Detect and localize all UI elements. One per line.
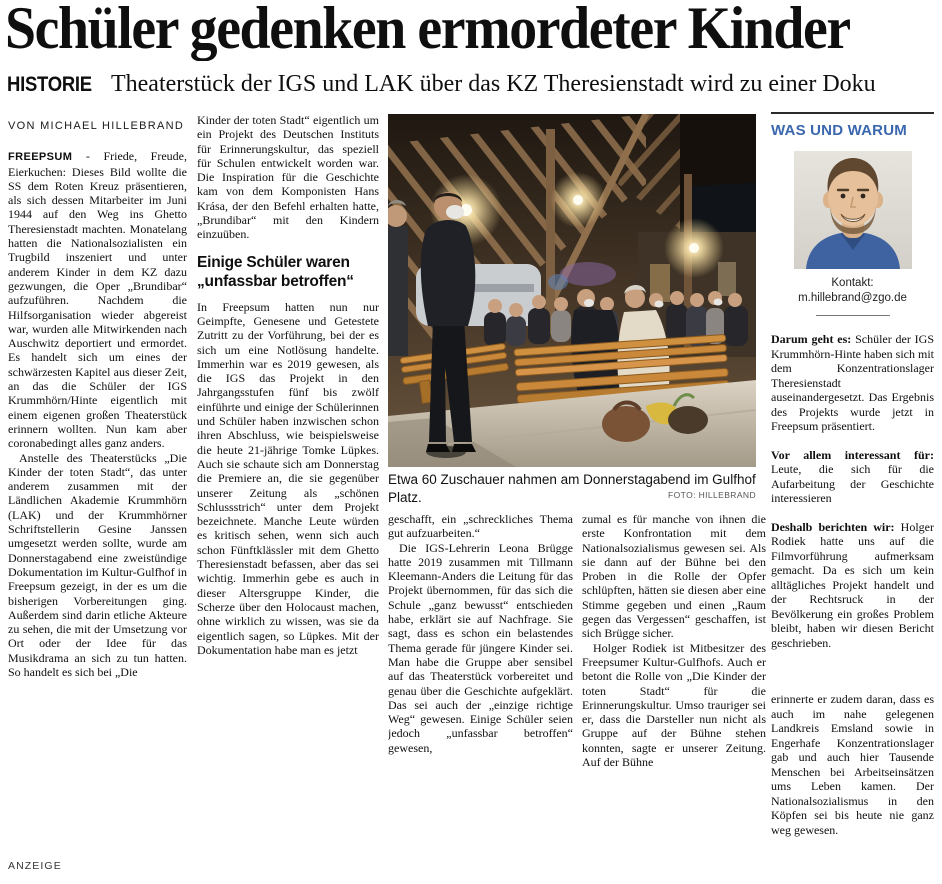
photo-caption: Etwa 60 Zuschauer nahmen am Donnerstagabend im Gulfhof Platz.	[388, 472, 756, 505]
photo-credit: FOTO: HILLEBRAND	[668, 489, 756, 500]
sidebar-section-text: Leute, die sich für die Aufarbeitung der Geschichte interessieren	[771, 462, 934, 505]
kicker-text: Theaterstück der IGS und LAK über das KZ Theresienstadt wird zu einer Doku	[110, 71, 876, 97]
author-portrait	[794, 151, 912, 269]
article-paragraph: Holger Rodiek ist Mitbesitzer des Freepsumer Kultur-Gulfhofs. Auch er betont die Rolle von „Die Kinder der toten Stadt“ für die Erinnerungskultur. Umso trauriger sei er, dass die Darsteller nun nicht als Gruppe auf der Bühne stehen konnten, sagte er unserer Zeitung. Auf der Bühne	[582, 640, 766, 770]
article-column-2	[197, 113, 379, 884]
page-title: Schüler gedenken ermordeter Kinder	[5, 0, 850, 61]
sidebar-section	[771, 332, 934, 434]
byline: VON MICHAEL HILLEBRAND	[8, 120, 185, 132]
sidebar-section-text: Holger Rodiek hatte uns auf die Filmvorführung aufmerksam gemacht. Da es sich um kein alltägliches Projekt handelt und der Rechtsruck in der Bevölkerung ein großes Problem bleibt, haben wir diesen Bericht geschrieben.	[771, 519, 934, 650]
article-continuation: erinnerte er zudem daran, dass es auch im nahe gelegenen Landkreis Emsland sowie in Engerhafe Konzentrationslager gab und auch hier Tausende Menschen bei Arbeitseinsätzen ums Leben kamen. Der Nationalsozialismus in den Köpfen sei bis heute nie ganz weg gewesen.	[771, 692, 934, 837]
article-column-1	[8, 116, 187, 852]
sidebar-section-lead: Vor allem interessant für:	[771, 447, 934, 462]
sidebar-section	[771, 520, 934, 651]
article-paragraph: Die IGS-Lehrerin Leona Brügge hatte 2019 zusammen mit Tillmann Kleemann-Anders die Leitung für das Projekt übernommen, für das sich die Schule „ganz bewusst“ entschieden habe, erklärt sie auf Nachfrage. Sie sagt, dass es schon ein belastendes Thema gerade für jüngere Kinder sei. Man habe die Gruppe aber sensibel auf das Theaterstück vorbereitet und genau über die Geschichte aufgeklärt. Das sei auch der „einzige richtige Weg“ gewesen. Einige Schüler seien jedoch „unfassbar betroffen“ gewesen,	[388, 540, 573, 755]
sidebar-section	[771, 448, 934, 506]
paragraph-text: - Friede, Freude, Eierkuchen: Dieses Bild wollte die SS dem Roten Kreuz präsentieren, als sich dessen Mitarbeiter im Juni 1944 auf den Weg ins Ghetto Theresienstadt machten. Monatelang hatten die Nationalsozialisten ein Trugbild inszeniert und unter anderem Kinder in dem KZ dazu gezwungen, die Oper „Brundibar“ aufzuführen. Nachdem die Hilfsorganisation wieder abgereist war, wurden alle Mitwirkenden nach Auschwitz deportiert und ermordet. Es handelt sich um eines der schwärzesten Kapitel aus dieser Zeit, an das die Schüler der IGS Krummhörn/Hinte eigentlich mit einem eigenen großen Theaterstück erinnern wollten. Nun kam aber coronabedingt alles ganz anders.	[8, 149, 187, 451]
sidebar-was-und-warum	[771, 112, 934, 884]
photo-caption-block	[388, 471, 756, 506]
anzeige-label: ANZEIGE	[8, 860, 62, 872]
article-column-4	[582, 512, 766, 884]
contact-block	[771, 276, 934, 306]
article-paragraph: Kinder der toten Stadt“ eigentlich um ein Projekt des Deutschen Instituts für Erinnerungskultur, das speziell für Schulen entwickelt worden war. Die Inspiration für die Geschichte kam von dem Komponisten Hans Krása, der den Befehl erhalten hatte, „Brundibar“ mit den Kindern einzuüben.	[197, 113, 379, 242]
sidebar-top-rule	[771, 112, 934, 114]
article-paragraph: In Freepsum hatten nun nur Geimpfte, Genesene und Getestete Zutritt zu der Vorführung, bei der es sich um eine Notlösung handelte. Immerhin war es 2019 gewesen, als die IGS das Projekt in den Jahrgangsstufen fünf bis zwölf einführte und einige der Schülerinnen und Schüler haben inzwischen schon ihren Abschluss, wie beispielsweise die heute 21-jährige Tomke Lüpkes. Auch sie schaute sich am Donnerstag die Premiere an, die sie gegenüber unserer Zeitung als „schönen Schlussstrich“ unter dem Projekt bezeichnete. Manche Leute würden es kritisch sehen, wenn sich auch schon Fünftklässler mit dem Ghetto Theresienstadt befassen, aber das sei wichtig. Immerhin gebe es auch in dieser Altersgruppe Kinder, die Scherze über den Holocaust machen, ohne wirklich zu wissen, was sie da eigentlich sagen, so Lüpkes. Mit der Dokumentation habe man es jetzt	[197, 299, 379, 657]
sidebar-section-text: Schüler der IGS Krummhörn-Hinte haben sich mit dem Konzentrationslager Theresienstadt auseinandergesetzt. Das Ergebnis des Projekts wurde jetzt in Freepsum präsentiert.	[771, 332, 934, 433]
article-paragraph: zumal es für manche von ihnen die erste Konfrontation mit dem Nationalsozialismus gewesen sei. Als sie dann auf der Bühne bei den Proben in die Rolle der Opfer schlüpften, hätten sie diesen aber eine Stimme gegeben und einen „Raum gegen das Vergessen“ geschaffen, ist sich Brügge sicher.	[582, 512, 766, 641]
article-paragraph: Anstelle des Theaterstücks „Die Kinder der toten Stadt“, das unter anderem zusammen mit der Ländlichen Akademie Krummhörn (LAK) und der Krummhörner Schriftstellerin Gesine Janssen umgesetzt werden sollte, wurde am Donnerstagabend eine zweistündige Dokumentation im Kultur-Gulfhof in Freepsum gezeigt, in der es um die bisherigen Vorbereitungen ging. Außerdem sind darin etliche Akteure zu sehen, die mit der Umsetzung vor Ort oder der Idee für das Musikdrama an sich zu tun hatten. So handelt es sich bei „Die	[8, 450, 187, 679]
dateline: FREEPSUM	[8, 151, 73, 164]
contact-label: Kontakt:	[831, 277, 874, 289]
subheading: Einige Schüler waren „unfassbar betroffen“	[197, 253, 354, 290]
sidebar-divider	[816, 315, 890, 316]
sidebar-section-lead: Darum geht es:	[771, 332, 852, 346]
article-paragraph: geschafft, ein „schreckliches Thema gut aufzuarbeiten.“	[388, 512, 573, 541]
kicker	[7, 69, 876, 100]
sidebar-title: WAS UND WARUM	[771, 122, 907, 139]
sidebar-section-lead: Deshalb berichten wir:	[771, 519, 895, 534]
contact-email: m.hillebrand@zgo.de	[798, 292, 907, 304]
kicker-label: HISTORIE	[7, 73, 92, 96]
article-paragraph	[8, 149, 187, 450]
barn-audience-scene	[388, 114, 756, 467]
article-column-3	[388, 512, 573, 884]
article-photo	[388, 114, 756, 467]
